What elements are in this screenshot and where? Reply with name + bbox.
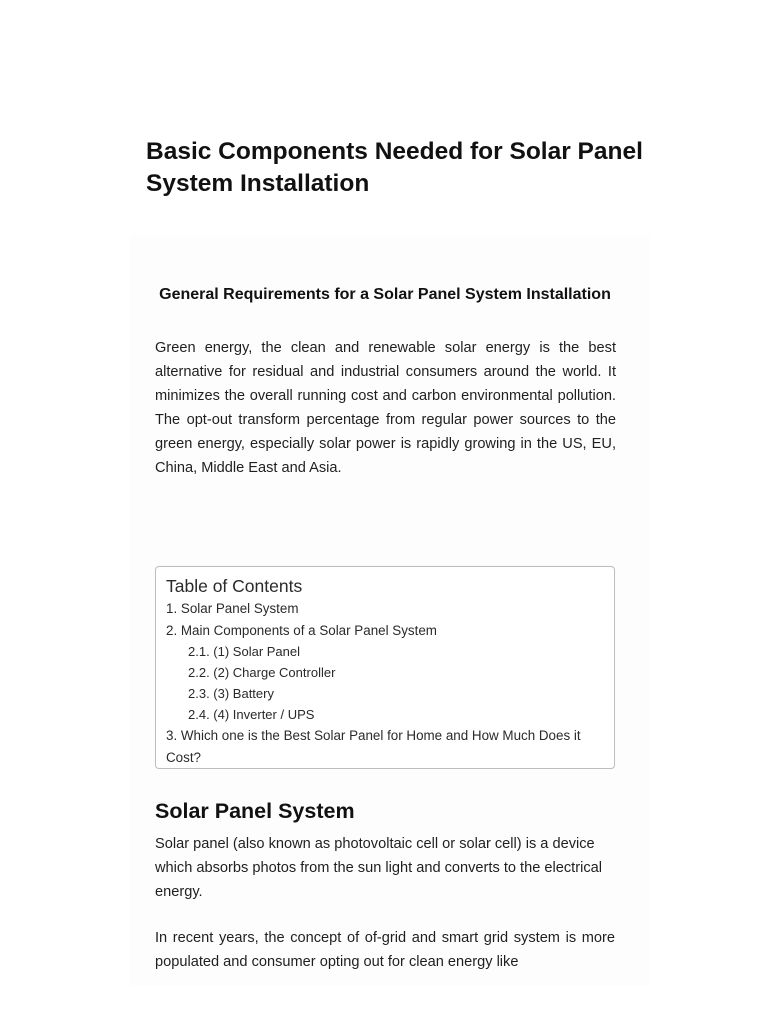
toc-link-solar-panel-system[interactable]: 1. Solar Panel System (166, 601, 299, 616)
page-title: Basic Components Needed for Solar Panel System Installation (146, 138, 643, 197)
toc-title: Table of Contents (166, 576, 303, 596)
toc-link-inverter-ups[interactable]: 2.4. (4) Inverter / UPS (188, 707, 315, 722)
toc-list (166, 598, 604, 768)
solar-panel-system-heading: Solar Panel System (155, 799, 355, 823)
toc-link-battery[interactable]: 2.3. (3) Battery (188, 686, 274, 701)
table-of-contents (155, 566, 615, 769)
solar-panel-paragraph-2: In recent years, the concept of of-grid and smart grid system is more populated and consumer opting out for clean energy like (155, 930, 615, 970)
intro-paragraph: Green energy, the clean and renewable solar energy is the best alternative for residual and industrial consumers around the world. It minimizes the overall running cost and carbon environmental pollution. The opt-out transform percentage from regular power sources to the green energy, especially solar power is rapidly growing in the US, EU, China, Middle East and Asia. (155, 340, 616, 476)
toc-link-solar-panel[interactable]: 2.1. (1) Solar Panel (188, 644, 301, 659)
toc-link-charge-controller[interactable]: 2.2. (2) Charge Controller (188, 665, 336, 680)
solar-panel-paragraph-1: Solar panel (also known as photovoltaic cell or solar cell) is a device which absorbs photos from the sun light and converts to the electrical energy. (155, 836, 602, 900)
section-heading: General Requirements for a Solar Panel System Installation (159, 286, 611, 303)
paragraph-clip (150, 924, 620, 976)
toc-link-main-components[interactable]: 2. Main Components of a Solar Panel System (166, 622, 437, 638)
toc-link-best-solar-panel[interactable]: 3. Which one is the Best Solar Panel for Home and How Much Does it Cost? (166, 728, 581, 765)
